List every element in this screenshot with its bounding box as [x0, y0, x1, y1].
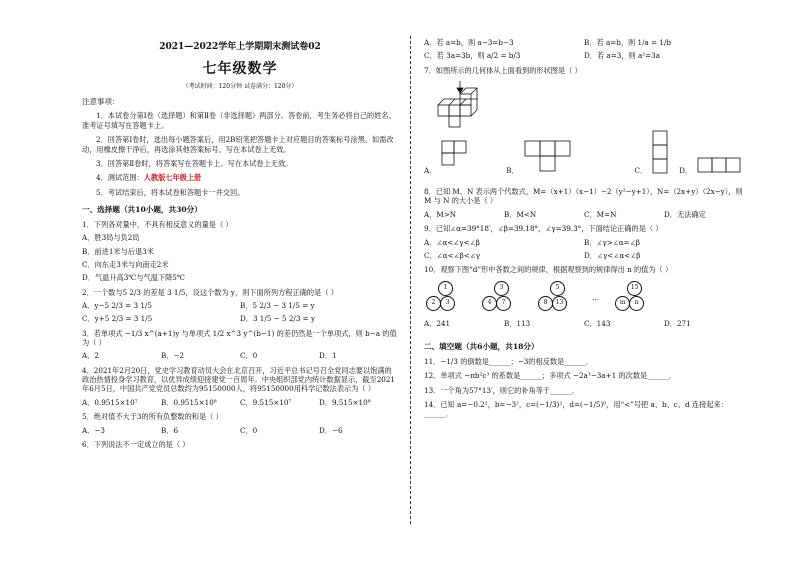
notice-range-value: 人教版七年级上册	[143, 173, 202, 183]
d-shape	[536, 281, 578, 315]
circle-right: 13	[552, 296, 567, 311]
option: A．2	[82, 351, 99, 361]
option: C．向东走3米与向南走2米	[82, 259, 169, 269]
notice-range-label: 4．测试范围：	[96, 173, 144, 183]
option-d-figure	[696, 155, 744, 175]
option: B．6	[161, 425, 179, 435]
option: B．M<N	[504, 209, 537, 219]
option: A．−3	[82, 425, 105, 435]
notice-item: 2．回答第Ⅰ卷时，选出每小题答案后，用2B铅笔把答题卡上对应题目的答案标号涂黑。如需改动，用橡皮擦干净后，再选涂其他答案标号。写在本试卷上无效。	[82, 135, 394, 154]
left-column	[82, 34, 398, 449]
right-column	[424, 34, 744, 419]
option: D．−6	[319, 425, 343, 435]
option: D．气温升高3℃与气温下降5℃	[82, 273, 185, 283]
question-4: 4．2021年2月20日，党史学习教育动员大会在北京召开，习近平总书记号召全党同志要以饱满的政治热情投身学习教育，以优异成绩迎接建党一百周年。中央组织部党内统计数据显示，截至2021年6月5日，中国共产党党员总数约为95150000人，将95150000用科学记数法表示为（ ）	[82, 365, 395, 394]
option: C．9.515×10⁷	[240, 397, 292, 407]
option: A．胜3局与负2局	[82, 233, 140, 243]
notice-item: 1．本试卷分第Ⅰ卷（选择题）和第Ⅱ卷（非选择题）两部分。答卷前，考生务必将自己的姓名、准考证号填写在答题卡上。	[82, 111, 396, 130]
solid-figure-diagram	[432, 79, 492, 129]
option: C．y+5 2/3 = 3 1/5	[82, 314, 153, 324]
question-10: 10．观察下图“d”形中各数之间的规律，根据观察到的规律得出 n 的值为（ ）	[424, 265, 673, 275]
question-3: 3．若单项式 −1/3 x^(a+1)y 与单项式 1/2 x^3 y^(b−1) 的差仍然是一个单项式，则 b−a 的值为（ ）	[82, 328, 397, 348]
question-13: 13．一个角为57°13′，则它的补角等于______．	[424, 385, 579, 395]
option: B．前进1米与后退3米	[82, 246, 154, 256]
question-5: 5．绝对值不大于3的所有负整数的和是（ ）	[82, 412, 223, 422]
grade-subject: 七年级数学	[202, 60, 278, 77]
option: A．M>N	[424, 209, 457, 219]
question-8: 8．已知 M、N 表示两个代数式，M=（x+1）（x−1）−2（y²−y+1），N=（2x+y）（2x−y），则 M 与 N 的大小是（ ）	[424, 187, 743, 206]
option-c-figure	[651, 129, 675, 175]
section-title: 二、填空题（共6小题，共18分）	[424, 341, 539, 351]
question-11: 11．−1/3 的倒数是______；−3的相反数是______．	[424, 356, 593, 366]
circle-top: 5	[550, 281, 565, 296]
option-label: C．	[634, 165, 648, 175]
circle-right: 3	[440, 296, 455, 311]
option: B．若 a=b，则 1/a = 1/b	[584, 38, 671, 47]
option: B．113	[504, 318, 531, 328]
option: D．3 1/5 − 5 2/3 = y	[240, 314, 316, 324]
option: C．若 3a=3b，则 a/2 = b/3	[424, 51, 521, 61]
options-row	[424, 251, 744, 260]
q7-options	[424, 135, 744, 175]
ellipsis: …	[592, 292, 600, 302]
option: C．M=N	[584, 209, 617, 219]
option: A．241	[424, 318, 451, 328]
circle-top: 15	[627, 281, 642, 296]
notice-item	[82, 173, 398, 182]
option: D．9.515×10⁸	[319, 397, 371, 407]
circle-right: n	[629, 296, 644, 311]
question-14: 14．已知 a=−0.2²，b=−3²，c=(−1/3)²，d=(−1/5)⁰，用“<”号把 a、b、c、d 连接起来：______．	[424, 399, 728, 419]
option: B．∠γ>∠α=∠β	[584, 237, 640, 247]
option: D．若 a=3，则 a²=3a	[584, 51, 661, 61]
options-row	[82, 426, 398, 435]
option: B．0.9515×10⁸	[161, 397, 217, 407]
option: A．0.9515×10⁷	[82, 397, 138, 407]
option: C．0	[240, 425, 258, 435]
option: A．∠α<∠γ<∠β	[424, 237, 480, 247]
notice-list	[82, 111, 398, 197]
question-6: 6．下列说法不一定成立的是（ ）	[82, 439, 190, 449]
option-label: D．	[679, 165, 693, 175]
option: A．若 a=b，则 a−3=b−3	[424, 38, 514, 47]
circle-top: 1	[438, 281, 453, 296]
option: D．无法确定	[664, 209, 706, 219]
notice-item: 3．回答第Ⅱ卷时，将答案写在答题卡上。写在本试卷上无效。	[96, 158, 293, 168]
option-a-figure	[440, 139, 482, 175]
notice-heading: 注意事项：	[82, 96, 120, 106]
question-12: 12．单项式 −πb²c³ 的系数是______；多项式 −2a³−3a+1 的次数是______．	[424, 371, 676, 381]
option: C．0	[240, 351, 258, 361]
options-row	[82, 398, 398, 407]
options-row	[424, 38, 744, 47]
option: B．−2	[161, 351, 185, 361]
options-row	[424, 210, 744, 219]
exam-title: 2021—2022学年上学期期末测试卷02	[159, 42, 321, 52]
circle-left: 8	[538, 296, 553, 311]
option: C．∠α<∠β<∠γ	[424, 250, 481, 260]
question-9: 9．已知∠α=39°18′，∠β=39.18°，∠γ=39.3°，下面结论正确的是（ ）	[424, 224, 663, 234]
d-shape-figures	[424, 281, 744, 315]
option-b-figure	[523, 139, 587, 175]
d-shape	[480, 281, 522, 315]
option: D．∠γ<∠α<∠β	[584, 250, 641, 260]
options-row	[82, 351, 398, 360]
option: D．1	[319, 351, 337, 361]
option: B．5 2/3 − 3 1/5 = y	[240, 300, 315, 310]
options-row	[424, 319, 744, 328]
question-2: 2．一个数与5 2/3 的差是 3 1/5，设这个数为 y，则下面所列方程正确的是（ ）	[82, 287, 338, 297]
options-row	[424, 51, 744, 60]
question-7: 7．如图所示的几何体从上面看到的形状图是（ ）	[424, 65, 582, 75]
option-label: A．	[424, 165, 437, 175]
circle-top: 3	[494, 281, 509, 296]
options-row	[424, 238, 744, 247]
options-row	[82, 314, 398, 323]
d-shape	[424, 281, 466, 315]
column-divider	[410, 36, 411, 524]
question-1: 1．下列各对量中，不具有相反意义的量是（ ）	[82, 219, 233, 229]
option: D．271	[664, 318, 691, 328]
exam-meta: （考试时间：120分钟 试卷满分：120分）	[182, 82, 298, 90]
option: C．143	[584, 318, 611, 328]
circle-left: 4	[482, 296, 497, 311]
notice-item: 5．考试结束后，将本试卷和答题卡一并交回。	[96, 187, 245, 197]
option: A．y−5 2/3 = 3 1/5	[82, 300, 152, 310]
d-shape	[613, 281, 655, 315]
circle-left: 2	[426, 296, 441, 311]
option-label: B．	[506, 165, 519, 175]
circle-left: m	[615, 296, 630, 311]
circle-right: 7	[496, 296, 511, 311]
options-row	[82, 301, 398, 310]
section-title: 一、选择题（共10小题，共30分）	[82, 204, 202, 214]
